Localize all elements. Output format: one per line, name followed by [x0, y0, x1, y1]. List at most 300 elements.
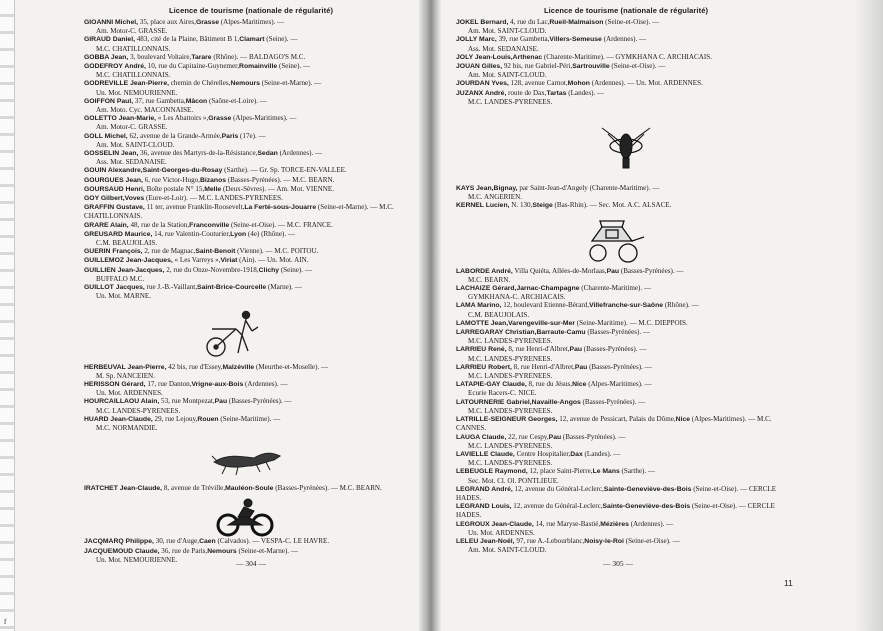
spiral-binding [0, 0, 15, 631]
entry-club-line: BUFFALO M.C. [96, 274, 145, 283]
entry-address: 14, rue Maryse-Bastié, [533, 519, 601, 528]
entry-club-line: Am. Mot. SAINT-CLOUD. [468, 27, 547, 36]
directory-entry [84, 256, 418, 265]
scan-edge [855, 0, 883, 631]
entry-town: Grasse [195, 19, 219, 26]
directory-entry [84, 18, 418, 27]
entry-address: 35, place aux Aires, [138, 18, 196, 26]
entry-town: Pau [214, 398, 228, 406]
entry-club: (Basses-Pyrénées). — [619, 266, 684, 275]
entry-town: Pau [574, 363, 588, 371]
directory-entry [84, 79, 418, 88]
entries-l [456, 267, 796, 555]
directory-entry [456, 415, 796, 432]
entry-club: (Rhône). — BALDAGO'S M.C. [211, 52, 306, 61]
entry-town: Bignay, [493, 185, 518, 193]
entry-town: Pau [548, 433, 562, 441]
entry-town: Mohon [567, 80, 590, 88]
entry-club: (Bas-Rhin). — Sec. Mot. A.C. ALSACE. [552, 201, 672, 210]
entry-club: (Seine-Maritime). — [218, 414, 281, 423]
entry-club-line: Un. Mot. NEMOURIENNE. [96, 88, 178, 97]
entry-address: 14, rue Valentin-Couturier, [152, 229, 231, 238]
entry-club: (Seine-et-Oise). — M.C. FRANCE. [229, 220, 333, 229]
entry-club: (Basses-Pyrénées). — M.C. BEARN. [273, 484, 382, 493]
entry-club: (Basses-Pyrénées). — [561, 432, 626, 441]
entry-name: LARREGARAY Christian, [456, 329, 537, 337]
entries-j2 [456, 18, 796, 106]
directory-entry [456, 301, 796, 310]
directory-entry [456, 62, 796, 71]
entry-name: JOURDAN Yves, [456, 80, 509, 88]
directory-entry [456, 520, 796, 529]
entry-name: GODEFROY André, [84, 63, 146, 71]
entry-club: (Saône-et-Loire). — [207, 96, 267, 105]
entry-name: LEGROUX Jean-Claude, [456, 520, 534, 528]
entry-town: Villefranche-sur-Saône [589, 302, 664, 310]
entry-town: Clichy [258, 266, 280, 274]
entry-address: « Les Abattoirs », [156, 114, 209, 123]
directory-entry [84, 62, 418, 71]
entry-name: LAMA Marino, [456, 302, 502, 310]
entry-town: Saint-Georges-du-Rosay [142, 167, 223, 175]
entry-club: (Seine-et-Oise). — [603, 18, 660, 26]
entry-club-line: M.C. LANDES-PYRENEES. [468, 354, 553, 363]
entry-club: (Basses-Pyrénées). — [580, 397, 646, 406]
entry-town: Clamart [239, 36, 265, 44]
entry-club: (Charente-Maritime). — GYMKHANA C. ARCHIACAIS. [542, 52, 712, 61]
entry-club: (Rhône). — [663, 301, 699, 310]
entry-address: 12, avenue du Général-Leclerc, [512, 484, 604, 493]
entry-club: (Alpes-Maritimes). — [219, 18, 285, 26]
entry-club-line: Am. Mot. SAINT-CLOUD. [468, 546, 547, 555]
entry-club: (Ardennes). — [277, 149, 323, 158]
entry-town: Rueil-Malmaison [549, 19, 604, 26]
directory-entry [456, 485, 796, 502]
entry-name: JUZANX André, [456, 89, 507, 97]
entry-name: GOURSAUD Henri, [84, 185, 145, 193]
entry-name: GOIFFON Paul, [84, 97, 134, 105]
entry-town: Le Mans [592, 468, 620, 476]
entry-town: Nemours [207, 547, 237, 555]
entry-address: 3, boulevard Voltaire, [128, 52, 192, 61]
entry-club: (Basses-Pyrénées). — [587, 362, 652, 371]
entry-name: JOKEL Bernard, [456, 19, 509, 26]
entry-club-line: Am. Moto. Cyc. MACONNAISE. [96, 106, 194, 115]
entry-club: (Ardennes). — [243, 379, 288, 388]
entry-name: LATRILLE-SEIGNEUR Georges, [456, 416, 558, 424]
entry-club: (Seine-et-Oise). — [609, 62, 666, 71]
directory-entry [456, 380, 796, 389]
directory-entry [84, 230, 418, 239]
entry-name: HOURCAILLAOU Alain, [84, 398, 160, 406]
entry-club-line: M.C. LANDES-PYRENEES. [468, 406, 553, 415]
directory-entry [456, 201, 796, 210]
entry-club-line: C.M. BEAUJOLAIS. [96, 239, 158, 248]
directory-entry [456, 18, 796, 27]
entry-address: 48, rue de la Station, [128, 220, 190, 229]
entry-club-line: Un. Mot. ARDENNES. [96, 389, 163, 398]
hand-cart-illustration [84, 301, 418, 363]
entry-town: Villers-Semeuse [549, 36, 602, 44]
directory-entry [84, 35, 418, 44]
entry-club-line: M.C. BEARN. [468, 275, 511, 284]
crocodile-illustration [84, 432, 418, 484]
entry-club-line: M.C. CHATILLONNAIS. [96, 44, 171, 53]
entry-name: GOLL Michel, [84, 132, 128, 140]
entry-club: (Deux-Sèvres). — Am. Mot. VIENNE. [221, 184, 334, 193]
entry-name: GIOANNI Michel, [84, 19, 139, 26]
entry-address: 12, boulevard Etienne-Bérard, [501, 301, 590, 310]
motorcycle-illustration [84, 493, 418, 537]
entry-address: rue J.-B.-Vaillant, [144, 283, 198, 292]
entry-name: KERNEL Lucien, [456, 202, 510, 210]
sheet-number: 11 [784, 578, 793, 588]
entry-address: 2, rue de Magnac, [142, 247, 196, 256]
directory-entry [84, 176, 418, 185]
entry-name: LELEU Jean-Noël, [456, 537, 515, 545]
entry-name: GOSSELIN Jean, [84, 150, 139, 158]
directory-entry [456, 398, 796, 407]
entry-town: Malzéville [222, 363, 255, 371]
entry-town: Navaille-Angos [531, 398, 581, 406]
entry-name: GODREVILLE Jean-Pierre, [84, 80, 169, 88]
entry-club-line: M.C. LANDES-PYRENEES. [468, 337, 553, 346]
entry-town: Sainte-Geneviève-des-Bois [603, 485, 692, 493]
entry-town: Mézières [600, 520, 629, 528]
entry-town: La Ferté-sous-Jouarre [244, 204, 317, 212]
directory-entry [456, 328, 796, 337]
entry-address: Villa Quiéta, Allées-de-Morlaas, [512, 266, 607, 275]
entry-club: (Vienne). — M.C. POITOU. [235, 247, 319, 256]
directory-entry [456, 502, 796, 519]
entry-town: Tarare [191, 53, 212, 61]
entry-town: Tartas [546, 89, 567, 97]
entry-town: Paris [221, 132, 239, 140]
entry-town: Saint-Benoit [195, 248, 236, 256]
entry-club: (Eure-et-Loir). — M.C. LANDES-PYRENEES. [144, 194, 283, 203]
entry-name: GRAFFIN Gustave, [84, 204, 145, 212]
entry-name: JOLLY Marc, [456, 36, 497, 44]
entry-club: (Sarthe). — Gr. Sp. TORCE-EN-VALLEE. [222, 166, 347, 175]
entry-address: 6, rue Victor-Hugo, [142, 175, 200, 184]
entry-name: GUERIN François, [84, 248, 143, 256]
entry-address: N. 130, [509, 201, 533, 210]
entry-club-line: M.C. NORMANDIE. [96, 423, 158, 432]
entry-club: (Alpes-Maritimes). — [231, 114, 297, 123]
running-head-right: Licence de tourisme (nationale de régularité) [543, 6, 709, 15]
directory-entry [84, 203, 418, 220]
entry-name: LAVIELLE Claude, [456, 450, 515, 458]
entry-name: LAMOTTE Jean, [456, 319, 509, 327]
entry-town: Sartrouville [572, 63, 610, 71]
entries-k [456, 184, 796, 211]
directory-entry [84, 537, 418, 546]
entry-address: 8, rue Henri-d'Albret, [506, 345, 570, 354]
entry-town: Voves [124, 195, 145, 203]
entry-address: 4, rue du Lac, [508, 18, 550, 26]
directory-entry [456, 184, 796, 193]
entry-club: (Alpes-Maritimes). — M.C. CANNES. [456, 415, 772, 433]
folio-right: — 305 — [603, 559, 633, 568]
entry-town: Noisy-le-Roi [584, 537, 624, 545]
directory-entry [456, 433, 796, 442]
entry-town: Mauléon-Soule [225, 485, 274, 493]
entry-name: KAYS Jean, [456, 185, 494, 193]
entry-address: 12, avenue du Général-Leclerc, [511, 502, 603, 511]
entry-club-line: Am. Motor-C. GRASSE. [96, 123, 168, 132]
directory-entry [84, 380, 418, 389]
entry-club-line: M.C. LANDES-PYRENEES. [468, 441, 553, 450]
entry-town: Franconville [189, 221, 230, 229]
entry-club: (Alpes-Maritimes). — [586, 380, 652, 389]
entry-town: Nice [572, 381, 587, 389]
entry-club: (Marne). — [266, 283, 302, 292]
entry-address: 128, avenue Carnot, [508, 79, 568, 88]
directory-entry [456, 53, 796, 62]
entry-address: 10, rue du Capitaine-Guynemer, [145, 62, 240, 71]
entry-address: 62, avenue de la Grande-Armée, [127, 131, 222, 140]
directory-entry [456, 450, 796, 459]
entry-club: (4e) (Rhône). — [246, 229, 296, 238]
entry-name: GOUIN Alexandre, [84, 167, 143, 175]
directory-entry [456, 89, 796, 98]
entry-club-line: Ecurie Racers-C. NICE. [468, 389, 537, 398]
entry-club-line: Un. Mot. MARNE. [96, 292, 151, 301]
carriage-illustration [456, 211, 796, 267]
directory-entry [84, 185, 418, 194]
entry-town: Nice [675, 416, 691, 424]
directory-entry [84, 266, 418, 275]
entry-club-line: Un. Mot. NEMOURIENNE. [96, 555, 178, 564]
directory-entry [456, 79, 796, 88]
entry-name: LEGRAND Louis, [456, 503, 512, 511]
entry-club: (Seine). — [279, 265, 312, 274]
directory-entry [84, 247, 418, 256]
entry-address: Centre Hospitalier, [514, 449, 571, 458]
entry-town: Romainville [239, 63, 278, 71]
directory-entry [84, 114, 418, 123]
directory-entry [84, 53, 418, 62]
entry-club: (Seine-Maritime). — M.C. DIEPPOIS. [575, 318, 688, 327]
entry-address: chemin de Chérelles, [169, 79, 231, 88]
entry-address: 92 bis, rue Gabriel-Péri, [502, 62, 573, 71]
entry-club: (Basses-Pyrénées). — [227, 397, 292, 406]
entry-address: 17, rue Danton, [145, 379, 192, 388]
entry-club-line: M.C. LANDES-PYRENEES. [96, 406, 181, 415]
entry-address: Boîte postale N° 15, [144, 184, 205, 193]
entry-town: Jarnac-Champagne [516, 285, 580, 293]
entry-address: 8, rue Henri-d'Albret, [511, 362, 575, 371]
entry-name: JOUAN Gilles, [456, 63, 503, 71]
entry-address: 53, rue Montpezat, [159, 397, 215, 406]
entry-address: 2, rue du Onze-Novembre-1918, [164, 265, 259, 274]
entry-town: Viriat [220, 257, 238, 265]
directory-entry [456, 35, 796, 44]
directory-entry [456, 345, 796, 354]
directory-entry [84, 194, 418, 203]
entry-name: LATOURNERIE Gabriel, [456, 398, 532, 406]
entry-town: Dax [570, 450, 583, 458]
bee-illustration [456, 106, 796, 184]
entry-club: (Ain). — Un. Mot. AIN. [237, 256, 309, 265]
entry-address: 483, cité de la Plaine, Bâtiment B 1, [134, 35, 240, 44]
entry-town: Bizanos [199, 176, 227, 184]
directory-entry [84, 97, 418, 106]
entry-name: LEBEUGLE Raymond, [456, 468, 528, 476]
entry-club: (Ardennes). — Un. Mot. ARDENNES. [589, 79, 703, 88]
entry-club: (Seine-et-Oise). — CERCLE HADES. [456, 484, 777, 502]
entry-club: (Ardennes). — [628, 519, 674, 528]
entry-name: LATAPIE-GAY Claude, [456, 381, 527, 389]
entry-address: 36, rue de Paris, [159, 546, 208, 555]
entry-name: JACQMARQ Philippe, [84, 538, 154, 546]
entry-town: Melle [204, 185, 222, 193]
entry-name: JACQUEMOUD Claude, [84, 547, 160, 555]
entry-club: (Meurthe-et-Moselle). — [254, 362, 329, 371]
entry-club: (Basses-Pyrénées). — M.C. BEARN. [226, 175, 335, 184]
left-page [84, 6, 418, 564]
entry-club: (Charente-Maritime). — [579, 284, 652, 293]
entry-club-line: GYMKHANA-C. ARCHIACAIS. [468, 293, 566, 302]
right-page [456, 6, 796, 554]
entry-club: (Basses-Pyrénées). — [582, 345, 647, 354]
entry-town: Nemours [230, 80, 260, 88]
entry-name: HUARD Jean-Claude, [84, 415, 153, 423]
entry-club-line: M.C. LANDES-PYRENEES. [468, 372, 553, 381]
directory-entry [84, 484, 418, 493]
entry-club: (Calvados). — VESPA-C. LE HAVRE. [215, 537, 330, 546]
entry-name: LACHAIZE Gérard, [456, 285, 517, 293]
entry-town: Mâcon [185, 97, 208, 105]
entry-club: (Ardennes). — [601, 35, 647, 44]
entry-town: Sedan [257, 150, 278, 158]
entry-club: (Basses-Pyrénées). — [585, 328, 650, 337]
entry-town: Saint-Brice-Courcelle [197, 284, 267, 292]
entry-town: Vrigne-aux-Bois [191, 380, 244, 388]
entry-address: 22, rue Cespy, [506, 432, 549, 441]
entry-address: 36, avenue des Martyrs-de-la-Résistance, [138, 149, 258, 158]
entry-address: 97, rue A.-Lebourblanc, [514, 536, 585, 545]
entry-address: 37, rue Gambetta, [133, 96, 186, 105]
entry-club: (Landes). — [566, 88, 605, 97]
entry-address: 8, rue du Jésus, [526, 380, 573, 389]
entry-town: Lyon [230, 230, 247, 238]
entry-address: 42 bis, rue d'Essey, [166, 362, 223, 371]
entry-town: Arthenac [512, 53, 543, 61]
entry-address: 30, rue d'Auge, [153, 537, 200, 546]
entry-club-line: M.C. LANDES-PYRENEES. [468, 97, 553, 106]
entry-club: (Seine). — [264, 35, 298, 44]
entries-i [84, 484, 418, 493]
entry-town: Rouen [197, 415, 219, 423]
directory-entry [456, 363, 796, 372]
entry-club: (Seine). — [277, 62, 311, 71]
entry-club-line: M.C. LANDES-PYRENEES. [468, 459, 553, 468]
entry-town: Pau [606, 267, 620, 275]
entry-name: GUILLOT Jacques, [84, 284, 145, 292]
entry-name: LAUGA Claude, [456, 433, 507, 441]
directory-entry [84, 221, 418, 230]
directory-entry [84, 132, 418, 141]
entry-name: GUILLEMOZ Jean-Jacques, [84, 257, 173, 265]
entry-name: GRARE Alain, [84, 221, 129, 229]
entry-club: par Saint-Jean-d'Angely (Charente-Maritime). — [517, 184, 660, 193]
entry-club-line: Un. Mot. ARDENNES. [468, 528, 535, 537]
directory-entry [84, 363, 418, 372]
directory-entry [456, 267, 796, 276]
entry-name: GREUSARD Maurice, [84, 230, 153, 238]
entry-club-line: M.C. CHATILLONNAIS. [96, 71, 171, 80]
entry-name: GUILLIEN Jean-Jacques, [84, 266, 165, 274]
entry-name: HERISSON Gérard, [84, 380, 146, 388]
entry-town: Caen [199, 538, 216, 546]
entries-g [84, 18, 418, 301]
entry-town: Varengeville-sur-Mer [508, 319, 575, 327]
entry-club: (Seine-et-Marne). — M.C. CHATILLONNAIS. [84, 203, 394, 221]
entry-town: Steige [532, 202, 553, 210]
entry-town: Barraute-Camu [536, 329, 586, 337]
directory-entry [84, 283, 418, 292]
directory-entry [84, 397, 418, 406]
entry-name: LEGRAND André, [456, 485, 513, 493]
entry-club-line: Sec. Mot. Cl. Ol. PONTLIEUE. [468, 476, 559, 485]
entry-club-line: Ass. Mot. SEDANAISE. [468, 44, 539, 53]
entry-address: 29, rue Lejouy, [152, 414, 198, 423]
entry-club: (Seine-et-Oise). — [623, 536, 680, 545]
directory-entry [84, 547, 418, 556]
entry-name: GOLETTO Jean-Marie, [84, 115, 157, 123]
entry-address: 11 ter, avenue Franklin-Roosevelt, [144, 203, 245, 212]
directory-entry [456, 284, 796, 293]
entry-name: IRATCHET Jean-Claude, [84, 485, 163, 493]
entry-club-line: Am. Mot. SAINT-CLOUD. [96, 140, 175, 149]
entry-name: GOY Gilbert, [84, 195, 125, 203]
entry-town: Grasse [208, 115, 232, 123]
corner-mark: f [4, 618, 7, 626]
entry-name: GOBBA Jean, [84, 53, 129, 61]
entry-club-line: Am. Motor-C. GRASSE. [96, 27, 168, 36]
entry-name: GIRAUD Daniel, [84, 36, 135, 44]
directory-entry [84, 149, 418, 158]
page-gutter [419, 0, 441, 631]
entry-name: HERBEUVAL Jean-Pierre, [84, 363, 167, 371]
directory-entry [456, 537, 796, 546]
entry-address: « Les Varreys », [172, 256, 221, 265]
entry-club-line: C.M. BEAUJOLAIS. [468, 310, 530, 319]
entry-club: (Seine-et-Marne). — [259, 79, 322, 88]
directory-entry [456, 467, 796, 476]
entry-town: Pau [569, 346, 583, 354]
directory-entry [84, 415, 418, 424]
entry-name: LARRIEU René, [456, 346, 507, 354]
entry-name: LABORDE André, [456, 267, 513, 275]
entry-club-line: Ass. Mot. SEDANAISE. [96, 158, 167, 167]
entry-club-line: M. Sp. NANCEIEN. [96, 371, 155, 380]
entry-town: Sainte-Geneviève-des-Bois [602, 503, 691, 511]
entry-club-line: Am. Mot. SAINT-CLOUD. [468, 71, 547, 80]
entry-address: 39, rue Gambetta, [496, 35, 550, 44]
entry-club-line: M.C. ANGERIEN. [468, 193, 522, 202]
entry-name: JOLY Jean-Louis, [456, 53, 513, 61]
entry-name: GOURGUES Jean, [84, 176, 143, 184]
folio-left: — 304 — [236, 559, 266, 568]
entry-address: route de Dax, [506, 88, 547, 97]
entry-name: LARRIEU Robert, [456, 363, 512, 371]
entries-h [84, 363, 418, 433]
directory-entry [456, 319, 796, 328]
entry-club: (Landes). — [582, 449, 621, 458]
entry-club: (Sarthe). — [619, 467, 656, 476]
